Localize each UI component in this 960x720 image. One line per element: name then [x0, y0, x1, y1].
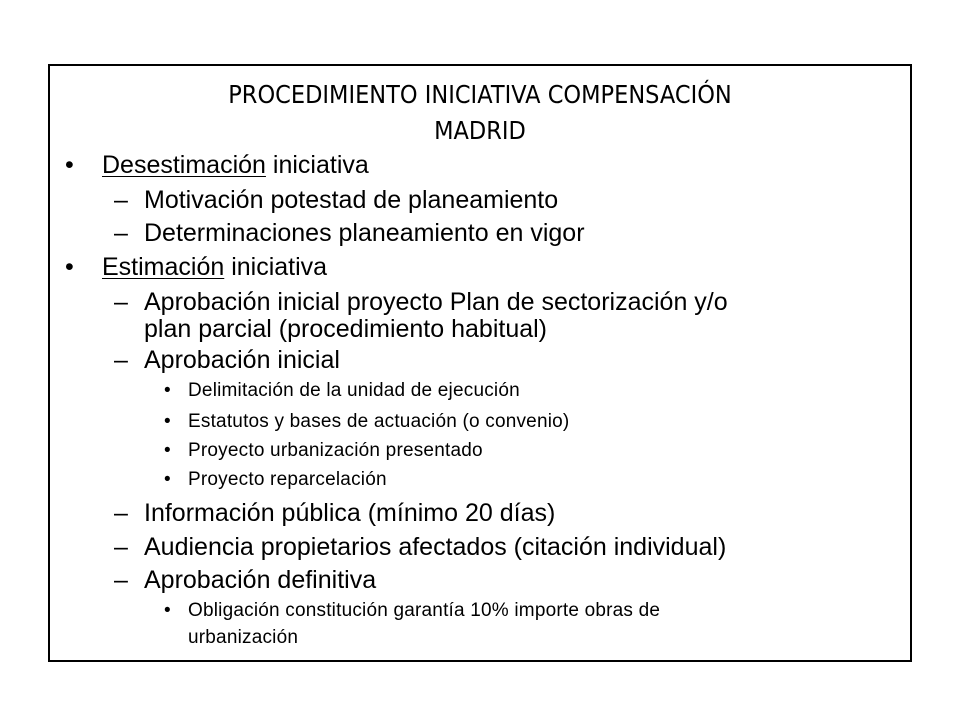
sub-list-item: Proyecto reparcelación: [188, 469, 387, 490]
heading-underlined-text: Desestimación: [102, 151, 266, 179]
dash-icon: –: [114, 346, 128, 374]
slide-title-line-2: MADRID: [434, 116, 526, 145]
heading-rest-text: iniciativa: [265, 151, 369, 179]
bullet-icon: •: [164, 440, 171, 461]
dash-icon: –: [114, 533, 128, 561]
dash-icon: –: [114, 186, 128, 214]
list-item: Audiencia propietarios afectados (citación individual): [144, 533, 727, 561]
heading-rest-text: iniciativa: [224, 253, 328, 281]
bullet-icon: •: [65, 253, 74, 281]
list-item: Motivación potestad de planeamiento: [144, 186, 559, 214]
list-item: Determinaciones planeamiento en vigor: [144, 219, 585, 247]
dash-icon: –: [114, 288, 128, 316]
list-item: Aprobación inicial proyecto Plan de sectorización y/o: [144, 288, 728, 316]
sub-list-item: Delimitación de la unidad de ejecución: [188, 380, 520, 401]
bullet-icon: •: [164, 600, 171, 621]
sub-list-item-continuation: urbanización: [188, 627, 299, 648]
sub-list-item: Proyecto urbanización presentado: [188, 440, 483, 461]
sub-list-item: Obligación constitución garantía 10% importe obras de: [188, 600, 661, 621]
dash-icon: –: [114, 566, 128, 594]
slide-title-line-1: PROCEDIMIENTO INICIATIVA COMPENSACIÓN: [228, 80, 732, 109]
bullet-icon: •: [164, 411, 171, 432]
sub-list-item: Estatutos y bases de actuación (o convenio): [188, 411, 570, 432]
heading-underlined-text: Estimación: [102, 253, 225, 281]
list-item: Información pública (mínimo 20 días): [144, 499, 556, 527]
section-heading-estimacion: [102, 252, 327, 282]
section-heading-desestimacion: [102, 150, 369, 180]
bullet-icon: •: [164, 469, 171, 490]
bullet-icon: •: [65, 151, 74, 179]
bullet-icon: •: [164, 380, 171, 401]
list-item: Aprobación definitiva: [144, 566, 377, 594]
dash-icon: –: [114, 219, 128, 247]
dash-icon: –: [114, 499, 128, 527]
list-item: Aprobación inicial: [144, 346, 340, 374]
list-item-continuation: plan parcial (procedimiento habitual): [144, 315, 548, 343]
